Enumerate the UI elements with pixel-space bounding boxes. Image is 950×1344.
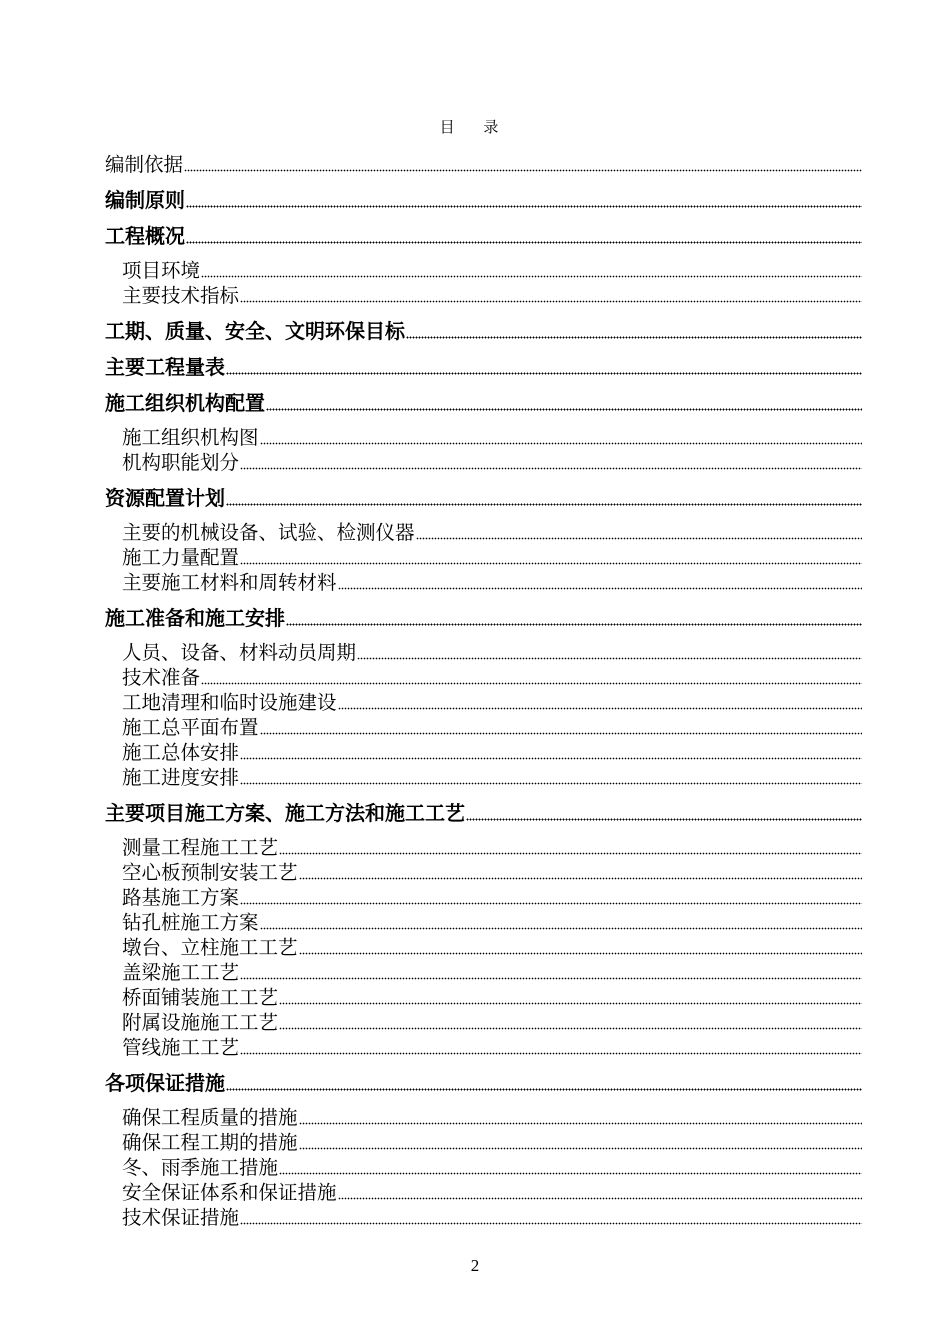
dot-leader xyxy=(466,818,862,821)
dot-leader xyxy=(240,1222,862,1225)
toc-entry-label: 机构职能划分 xyxy=(122,450,240,472)
dot-leader xyxy=(338,1197,862,1200)
toc-entry-label: 桥面铺装施工工艺 xyxy=(122,985,279,1007)
toc-entry-label: 施工总体安排 xyxy=(122,740,240,762)
toc-subsection-entry[interactable] xyxy=(105,823,862,857)
toc-entry-label: 工程概况 xyxy=(105,224,185,246)
toc-subsection-entry[interactable] xyxy=(105,1177,862,1202)
toc-entry-label: 工期、质量、安全、文明环保目标 xyxy=(105,319,405,341)
dot-leader xyxy=(240,782,862,785)
dot-leader xyxy=(299,1122,862,1125)
toc-entry-label: 施工组织机构配置 xyxy=(105,391,265,413)
toc-entry-label: 施工总平面布置 xyxy=(122,715,259,737)
toc-subsection-entry[interactable] xyxy=(105,737,862,762)
toc-subsection-entry[interactable] xyxy=(105,932,862,957)
dot-leader xyxy=(201,682,862,685)
toc-subsection-entry[interactable] xyxy=(105,542,862,567)
toc-subsection-entry[interactable] xyxy=(105,762,862,787)
toc-subsection-entry[interactable] xyxy=(105,1202,862,1227)
toc-entry-label: 施工力量配置 xyxy=(122,545,240,567)
dot-leader xyxy=(226,372,862,375)
toc-entry-label: 确保工程工期的措施 xyxy=(122,1130,298,1152)
toc-subsection-entry[interactable] xyxy=(105,687,862,712)
dot-leader xyxy=(201,275,862,278)
dot-leader xyxy=(260,442,862,445)
dot-leader xyxy=(240,1052,862,1055)
dot-leader xyxy=(279,1002,862,1005)
toc-entry-label: 管线施工工艺 xyxy=(122,1035,240,1057)
toc-entry-label: 主要的机械设备、试验、检测仪器 xyxy=(122,520,415,542)
toc-subsection-entry[interactable] xyxy=(105,712,862,737)
toc-subsection-entry[interactable] xyxy=(105,662,862,687)
toc-subsection-entry[interactable] xyxy=(105,907,862,932)
dot-leader xyxy=(260,732,862,735)
toc-entry-label: 主要施工材料和周转材料 xyxy=(122,570,337,592)
toc-subsection-entry[interactable] xyxy=(105,447,862,472)
toc-section-entry[interactable] xyxy=(105,1057,862,1093)
toc-entry-label: 盖梁施工工艺 xyxy=(122,960,240,982)
toc-subsection-entry[interactable] xyxy=(105,1093,862,1127)
toc-entry-label: 资源配置计划 xyxy=(105,486,225,508)
toc-section-entry[interactable] xyxy=(105,377,862,413)
dot-leader xyxy=(286,623,862,626)
toc-entry-label: 施工进度安排 xyxy=(122,765,240,787)
toc-subsection-entry[interactable] xyxy=(105,857,862,882)
page-number: 2 xyxy=(470,1256,480,1275)
toc-subsection-entry[interactable] xyxy=(105,1007,862,1032)
dot-leader xyxy=(186,205,862,208)
toc-entry-label: 编制原则 xyxy=(105,188,185,210)
table-of-contents xyxy=(105,146,862,1227)
dot-leader xyxy=(279,852,862,855)
toc-section-entry[interactable] xyxy=(105,146,862,174)
dot-leader xyxy=(226,1088,862,1091)
toc-section-entry[interactable] xyxy=(105,787,862,823)
dot-leader xyxy=(266,408,862,411)
toc-entry-label: 项目环境 xyxy=(122,258,201,280)
toc-entry-label: 人员、设备、材料动员周期 xyxy=(122,640,357,662)
dot-leader xyxy=(357,657,862,660)
toc-entry-label: 工地清理和临时设施建设 xyxy=(122,690,337,712)
toc-subsection-entry[interactable] xyxy=(105,508,862,542)
toc-entry-label: 各项保证措施 xyxy=(105,1071,225,1093)
dot-leader xyxy=(240,757,862,760)
dot-leader xyxy=(240,467,862,470)
toc-subsection-entry[interactable] xyxy=(105,1152,862,1177)
dot-leader xyxy=(240,977,862,980)
toc-entry-label: 墩台、立柱施工工艺 xyxy=(122,935,298,957)
toc-entry-label: 技术准备 xyxy=(122,665,201,687)
toc-subsection-entry[interactable] xyxy=(105,957,862,982)
toc-entry-label: 主要项目施工方案、施工方法和施工工艺 xyxy=(105,801,465,823)
toc-subsection-entry[interactable] xyxy=(105,982,862,1007)
dot-leader xyxy=(240,300,862,303)
toc-subsection-entry[interactable] xyxy=(105,1032,862,1057)
toc-entry-label: 主要技术指标 xyxy=(122,283,240,305)
toc-subsection-entry[interactable] xyxy=(105,280,862,305)
toc-entry-label: 测量工程施工工艺 xyxy=(122,835,279,857)
dot-leader xyxy=(338,707,862,710)
toc-entry-label: 钻孔桩施工方案 xyxy=(122,910,259,932)
toc-title: 目 录 xyxy=(439,118,511,136)
toc-entry-label: 施工准备和施工安排 xyxy=(105,606,285,628)
toc-section-entry[interactable] xyxy=(105,592,862,628)
dot-leader xyxy=(226,503,862,506)
toc-entry-label: 施工组织机构图 xyxy=(122,425,259,447)
dot-leader xyxy=(416,537,862,540)
toc-entry-label: 路基施工方案 xyxy=(122,885,240,907)
toc-subsection-entry[interactable] xyxy=(105,1127,862,1152)
dot-leader xyxy=(240,562,862,565)
dot-leader xyxy=(299,952,862,955)
toc-section-entry[interactable] xyxy=(105,341,862,377)
dot-leader xyxy=(279,1027,862,1030)
dot-leader xyxy=(338,587,862,590)
dot-leader xyxy=(406,336,862,339)
toc-section-entry[interactable] xyxy=(105,305,862,341)
toc-entry-label: 技术保证措施 xyxy=(122,1205,240,1227)
toc-subsection-entry[interactable] xyxy=(105,567,862,592)
dot-leader xyxy=(184,169,862,172)
toc-subsection-entry[interactable] xyxy=(105,882,862,907)
toc-entry-label: 编制依据 xyxy=(105,152,184,174)
dot-leader xyxy=(260,927,862,930)
toc-subsection-entry[interactable] xyxy=(105,246,862,280)
toc-entry-label: 主要工程量表 xyxy=(105,355,225,377)
toc-subsection-entry[interactable] xyxy=(105,628,862,662)
toc-entry-label: 附属设施施工工艺 xyxy=(122,1010,279,1032)
toc-section-entry[interactable] xyxy=(105,472,862,508)
dot-leader xyxy=(240,902,862,905)
toc-entry-label: 空心板预制安装工艺 xyxy=(122,860,298,882)
toc-entry-label: 确保工程质量的措施 xyxy=(122,1105,298,1127)
dot-leader xyxy=(186,241,862,244)
toc-entry-label: 安全保证体系和保证措施 xyxy=(122,1180,337,1202)
dot-leader xyxy=(279,1172,862,1175)
toc-section-entry[interactable] xyxy=(105,174,862,210)
toc-section-entry[interactable] xyxy=(105,210,862,246)
dot-leader xyxy=(299,877,862,880)
toc-entry-label: 冬、雨季施工措施 xyxy=(122,1155,279,1177)
toc-subsection-entry[interactable] xyxy=(105,413,862,447)
dot-leader xyxy=(299,1147,862,1150)
